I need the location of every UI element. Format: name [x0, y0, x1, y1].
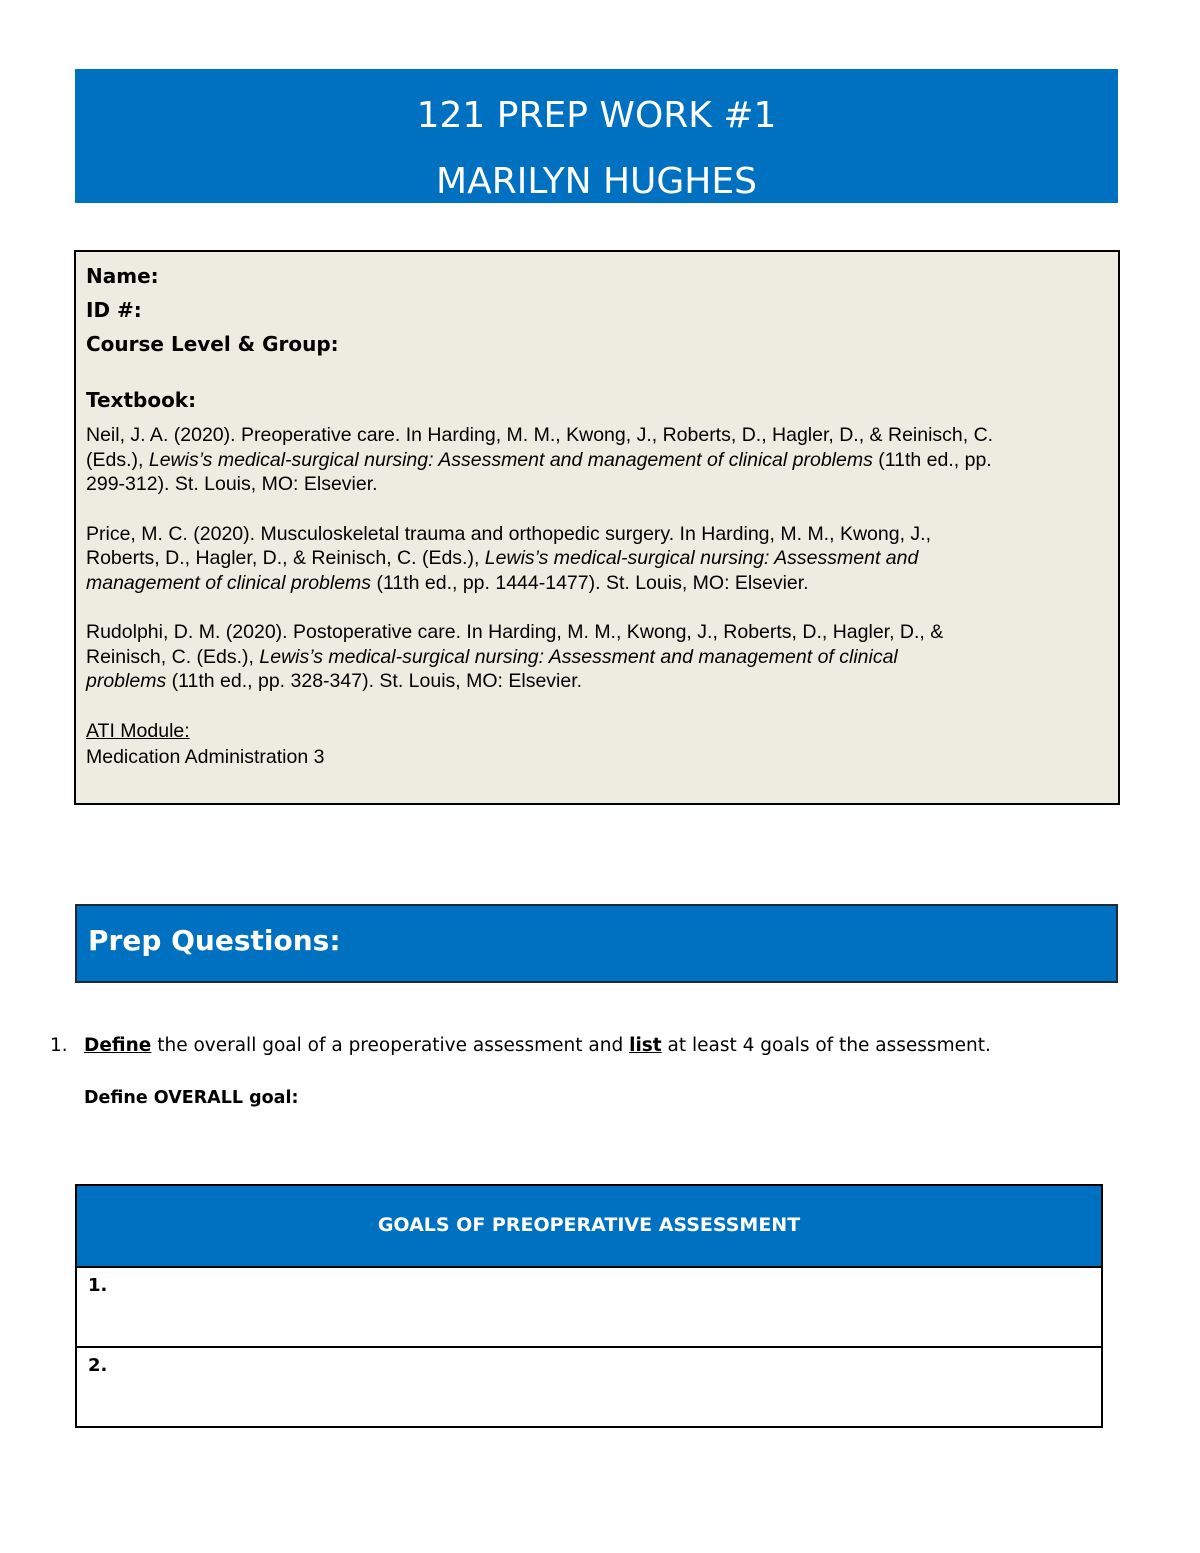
reference-line [86, 448, 1108, 473]
prep-questions-banner: Prep Questions: [75, 904, 1118, 983]
reference-price [86, 522, 1108, 596]
reference-line [86, 645, 1108, 670]
question-1 [50, 1031, 991, 1061]
reference-text: (Eds.), [86, 448, 149, 471]
reference-rudolphi [86, 620, 1108, 694]
goal-row-1[interactable]: 1. [77, 1268, 1101, 1348]
info-spacer [86, 361, 1108, 383]
reference-text: Roberts, D., Hagler, D., & Reinisch, C. (Eds.), [86, 547, 485, 569]
title-line-2: MARILYN HUGHES [436, 161, 757, 202]
reference-line: Price, M. C. (2020). Musculoskeletal trauma and orthopedic surgery. In Harding, M. M., Kwong, J., [86, 522, 931, 545]
reference-text: Reinisch, C. (Eds.), [86, 645, 260, 668]
id-label: ID #: [86, 298, 142, 322]
goal-row-2[interactable]: 2. [88, 1355, 108, 1376]
title-line-1: 121 PREP WORK #1 [416, 95, 777, 136]
reference-book-title: Lewis’s medical-surgical nursing: Assessment and [484, 547, 919, 569]
reference-book-title: problems [86, 670, 167, 692]
define-keyword: Define [84, 1035, 152, 1056]
reference-line: 299-312). St. Louis, MO: Elsevier. [86, 473, 378, 495]
reference-line [86, 571, 1108, 596]
question-text: at least 4 goals of the assessment. [661, 1035, 991, 1056]
ati-module-label: ATI Module: [86, 719, 190, 742]
title-banner [75, 69, 1118, 203]
reference-book-title: Lewis’s medical-surgical nursing: Assessment and management of clinical [259, 645, 898, 668]
reference-line: Neil, J. A. (2020). Preoperative care. In Harding, M. M., Kwong, J., Roberts, D., Hagler, D., & Reinisch, C. [86, 424, 994, 446]
reference-text: (11th ed., pp. 328-347). St. Louis, MO: Elsevier. [166, 670, 583, 692]
info-box [74, 250, 1120, 805]
reference-line [86, 546, 1108, 571]
question-number: 1. [50, 1035, 68, 1056]
reference-book-title: management of clinical problems [86, 571, 372, 594]
reference-neil [86, 423, 1108, 497]
name-label: Name: [86, 264, 159, 288]
goals-table [75, 1184, 1103, 1428]
course-level-label: Course Level & Group: [86, 332, 339, 356]
reference-line [86, 669, 1108, 694]
reference-book-title: Lewis’s medical-surgical nursing: Assessment and management of clinical problems [148, 448, 873, 471]
goals-table-header: GOALS OF PREOPERATIVE ASSESSMENT [77, 1186, 1101, 1268]
question-text: the overall goal of a preoperative assessment and [151, 1035, 630, 1056]
ati-module-value: Medication Administration 3 [86, 745, 325, 768]
reference-text: (11th ed., pp. [872, 448, 992, 471]
define-overall-goal-label: Define OVERALL goal: [84, 1088, 299, 1108]
list-keyword: list [629, 1035, 662, 1056]
reference-line: Rudolphi, D. M. (2020). Postoperative care. In Harding, M. M., Kwong, J., Roberts, D., Hagler, D., & [86, 621, 944, 643]
reference-text: (11th ed., pp. 1444-1477). St. Louis, MO: Elsevier. [371, 571, 809, 594]
textbook-label: Textbook: [86, 388, 197, 412]
